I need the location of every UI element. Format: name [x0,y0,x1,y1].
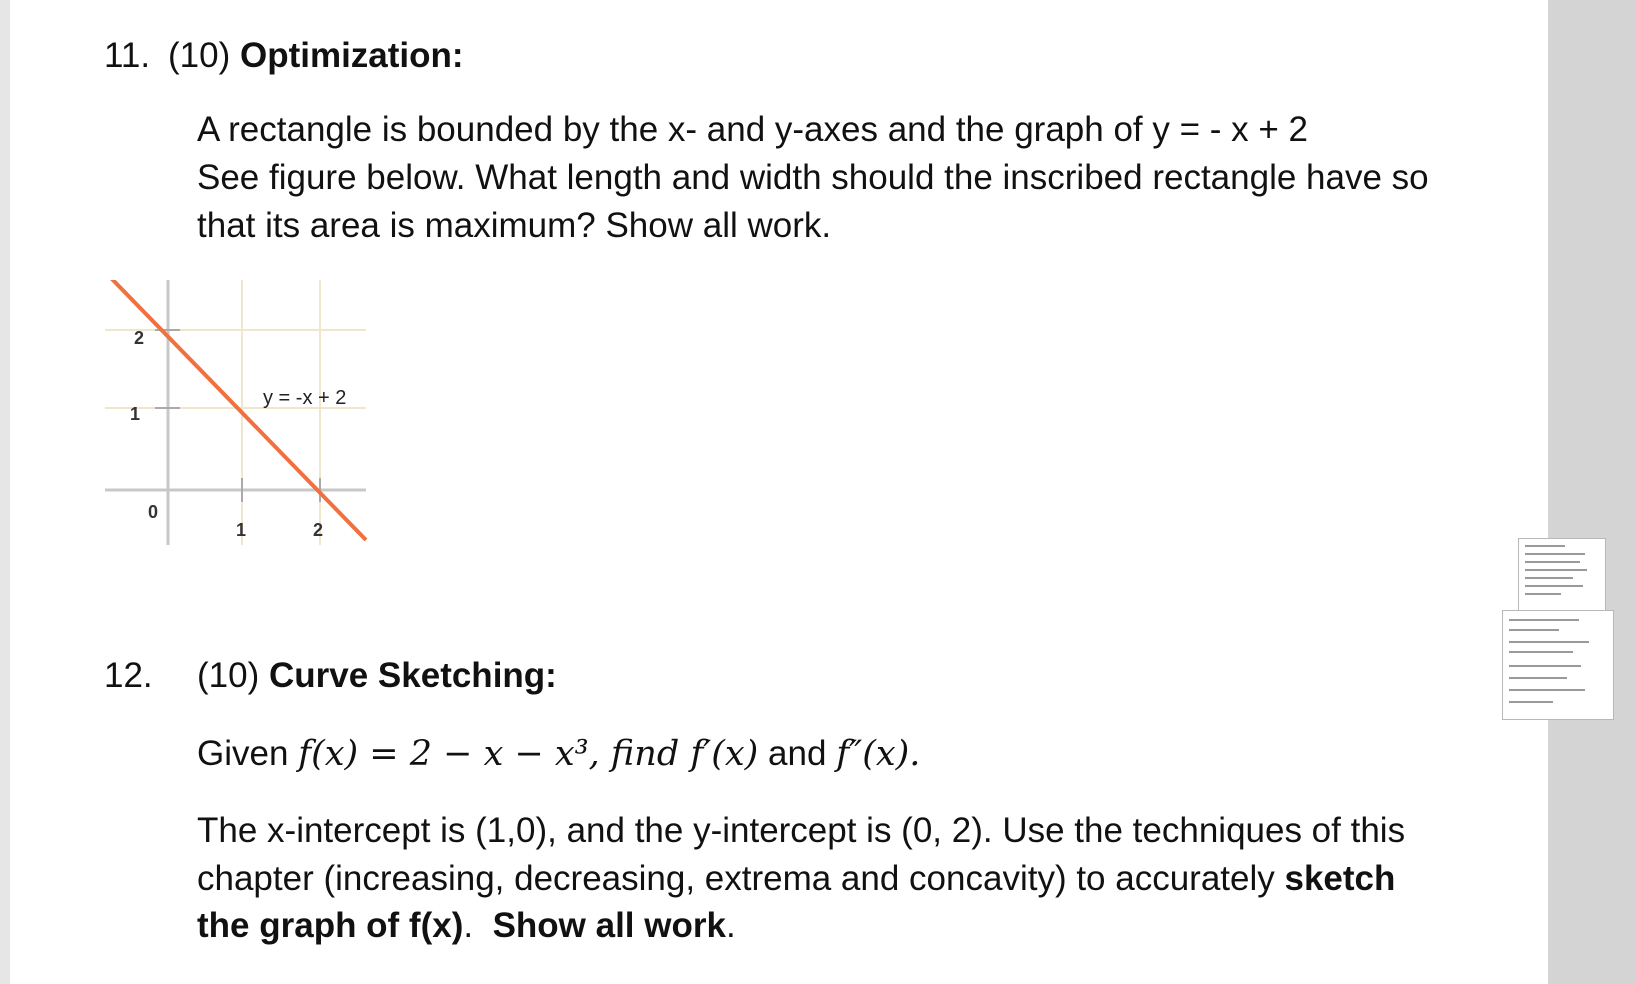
q12-p3-separator: . [463,906,474,945]
q12-paragraph-line1: The x-intercept is (1,0), and the y-intercept is (0, 2). Use the techniques of this [197,811,1406,850]
thumb1-line [1525,553,1585,555]
thumb1-line [1525,585,1583,587]
thumb1-line [1525,569,1587,571]
q12-number: 12. [104,656,153,695]
q12-p3-bold2: Show all work [492,906,726,945]
line-y-equals-neg-x-plus-2 [110,280,366,540]
page-thumbnail-1[interactable] [1518,538,1606,612]
q11-line1: A rectangle is bounded by the x- and y-axes and the graph of y = - x + 2 [197,110,1308,149]
q12-heading [197,656,557,696]
thumb2-line [1509,629,1559,631]
thumb2-line [1509,677,1567,679]
q12-p3-bold: the graph of f(x) [197,906,464,945]
q12-paragraph-line3 [197,906,736,946]
origin-label: 0 [148,502,159,522]
page-thumbnail-2[interactable] [1502,610,1614,720]
q11-number: 11. [104,36,151,75]
thumb1-line [1525,561,1580,563]
thumb2-line [1509,641,1589,643]
q12-p2-text: chapter (increasing, decreasing, extrema and concavity) to accurately [197,859,1275,898]
thumb2-line [1509,689,1585,691]
q11-graph [100,280,400,570]
q11-line3: that its area is maximum? Show all work. [197,206,832,245]
x-tick-label-1: 1 [236,520,247,540]
x-tick-label-2: 2 [313,520,324,540]
page-thumbnail-sidebar[interactable] [1548,0,1635,984]
q12-second-derivative: f″(x). [836,734,921,774]
thumb2-line [1509,651,1573,653]
q11-heading [168,36,464,76]
q12-function-expression: f(x) = 2 − x − x³, find f′(x) [298,734,759,774]
q11-figure [100,280,400,570]
thumb1-line [1525,593,1561,595]
thumb2-line [1509,665,1581,667]
curve-label: y = -x + 2 [263,387,347,409]
q12-and-word: and [768,734,827,773]
q11-points: (10) [168,36,231,75]
q12-title: Curve Sketching: [268,656,557,695]
thumb2-line [1509,701,1553,703]
y-tick-label-2: 2 [134,328,145,348]
y-tick-label-1: 1 [130,404,141,424]
thumb2-line [1509,619,1579,621]
q11-line2: See figure below. What length and width should the inscribed rectangle have so [197,158,1429,197]
q11-title: Optimization: [239,36,464,75]
q12-given-line [197,734,920,774]
thumb1-line [1525,577,1573,579]
q12-points: (10) [197,656,260,695]
q12-paragraph-line2 [197,859,1395,899]
q12-p2-bold: sketch [1284,859,1396,898]
q12-p3-end: . [725,906,736,945]
thumb1-line [1525,545,1565,547]
q12-given-prefix: Given [197,734,289,773]
